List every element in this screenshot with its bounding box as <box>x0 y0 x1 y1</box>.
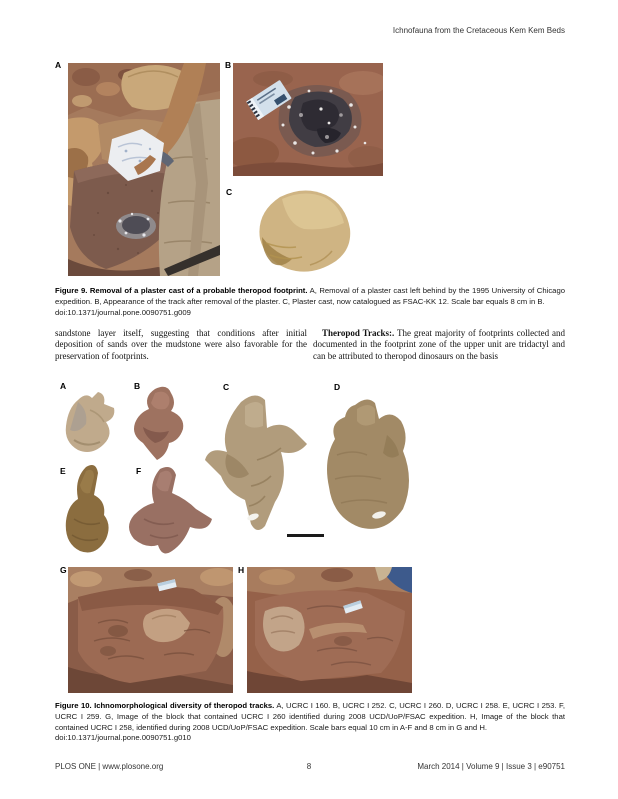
figure10-panel-b-photo <box>129 383 193 462</box>
block-ucrc-i-260-photo <box>68 567 233 693</box>
footer-page-number: 8 <box>306 762 312 771</box>
figure9-panel-label-a: A <box>55 60 62 70</box>
figure10-caption-title: Figure 10. Ichnomorphological diversity of theropod tracks. <box>55 701 275 710</box>
figure9-doi: doi:10.1371/journal.pone.0090751.g009 <box>55 307 191 317</box>
track-cast-c <box>201 390 311 535</box>
figure10-caption-text: A, UCRC I 160. B, UCRC I 252. C, UCRC I 260. D, UCRC I 258. E, UCRC I 253. F, UCRC I 259. G, Image of the block that contained UCRC I 260 identified during 2008 UCD/UoP/FSAC expedition. H, Image of the block that contained UCRC I 258, identified during 2008 UCD/UoP/FSAC expedition. Scale bars equal 10 cm in A-F and 8 cm in G and H. <box>55 701 565 732</box>
figure9-panel-b-photo <box>233 63 383 176</box>
field-removal-photo <box>68 63 220 276</box>
figure10-panel-a-photo <box>60 390 118 458</box>
theropod-tracks-heading: Theropod Tracks:. <box>322 328 395 338</box>
figure9-caption-title: Figure 9. Removal of a plaster cast of a probable theropod footprint. <box>55 286 308 295</box>
figure9-panel-a-photo <box>68 63 220 276</box>
body-left-column <box>55 328 307 362</box>
figure10-panel-label-e: E <box>60 466 66 476</box>
figure10-caption <box>55 701 565 744</box>
figure10-panel-c-photo <box>201 390 311 535</box>
figure10-panel-label-b: B <box>134 381 141 391</box>
figure10-panel-label-a: A <box>60 381 67 391</box>
figure9-caption <box>55 286 565 318</box>
figure10-panel-f-photo <box>124 463 216 558</box>
plaster-cast-photo <box>246 185 360 277</box>
figure9-panel-label-c: C <box>226 187 233 197</box>
track-cast-d <box>317 395 414 535</box>
figure10-panel-d-photo <box>317 395 414 535</box>
figure10-panel-label-f: F <box>136 466 142 476</box>
block-ucrc-i-258-photo <box>247 567 412 693</box>
figure10-panel-label-d: D <box>334 382 341 392</box>
figure10-panel-e-photo <box>62 461 118 558</box>
figure9-caption-text: A, Removal of a plaster cast left behind by the 1995 University of Chicago expedition. B, Appearance of the track after removal of the plaster. C, Plaster cast, now catalogued as FSAC-KK 12. Scale bar equals 8 cm in B. <box>55 286 565 306</box>
running-head: Ichnofauna from the Cretaceous Kem Kem Beds <box>392 26 565 35</box>
body-left-paragraph: sandstone layer itself, suggesting that conditions after initial deposition of sands over the mudstone were also favorable for the preservation of footprints. <box>55 328 307 361</box>
track-cast-a <box>60 390 118 458</box>
track-cast-f <box>124 463 216 558</box>
body-right-column <box>313 328 565 362</box>
body-right-paragraph <box>313 328 565 362</box>
footer-journal: PLOS ONE | www.plosone.org <box>55 762 164 771</box>
figure10-panel-h-photo <box>247 567 412 693</box>
figure9-panel-label-b: B <box>225 60 232 70</box>
body-right-text: The great majority of footprints collected and documented in the footprint zone of the upper unit are tridactyl and can be attributed to theropod dinosaurs on the basis <box>313 328 566 361</box>
track-cast-b <box>129 383 193 462</box>
track-cast-e <box>62 461 118 558</box>
figure10-scale-bar <box>287 534 324 537</box>
figure10-panel-label-h: H <box>238 565 245 575</box>
figure10-panel-label-g: G <box>60 565 67 575</box>
figure10-doi: doi:10.1371/journal.pone.0090751.g010 <box>55 733 191 743</box>
footer-issue-info: March 2014 | Volume 9 | Issue 3 | e90751 <box>417 762 565 771</box>
track-after-removal-photo <box>233 63 383 176</box>
figure10-panel-label-c: C <box>223 382 230 392</box>
figure10-panel-g-photo <box>68 567 233 693</box>
figure9-panel-c-photo <box>246 185 360 277</box>
